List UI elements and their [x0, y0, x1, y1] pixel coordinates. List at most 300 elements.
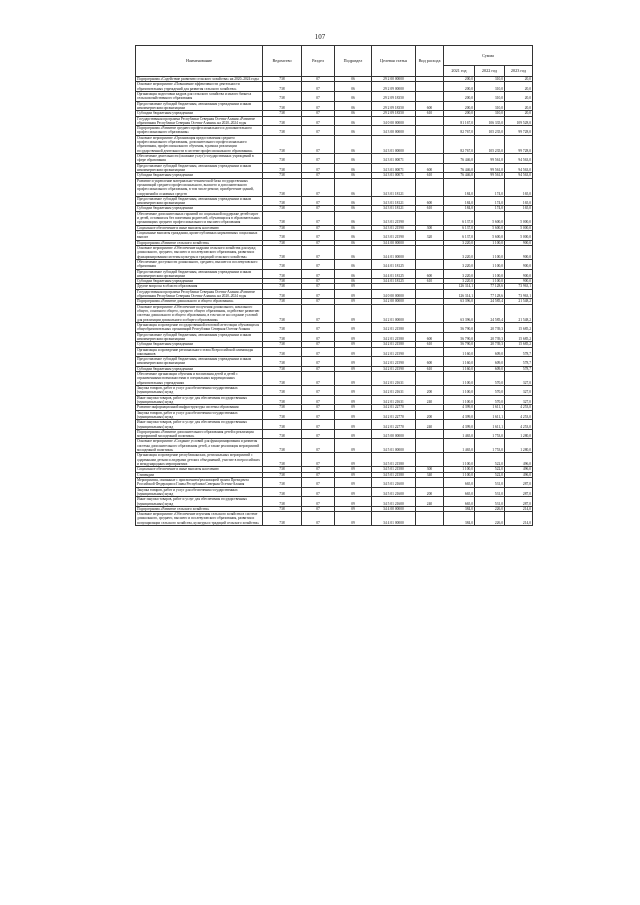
- row-subsection: 06: [335, 259, 372, 269]
- row-subsection: 09: [335, 366, 372, 371]
- row-sum-2021: 665,0: [444, 477, 475, 487]
- row-name: Стипендии: [136, 472, 263, 477]
- row-name: Социальные выплаты гражданам, кроме публичных нормативных социальных выплат: [136, 231, 263, 241]
- row-subsection: 06: [335, 211, 372, 225]
- row-target-article: 34 4 01 00000: [372, 245, 416, 259]
- row-admin: 738: [263, 477, 302, 487]
- row-sum-2022: 106 335,0: [475, 116, 505, 126]
- row-sum-2023: 4 253,0: [505, 410, 533, 420]
- row-section: 07: [302, 405, 335, 410]
- row-sum-2023: 327,0: [505, 395, 533, 405]
- row-section: 07: [302, 487, 335, 497]
- row-sum-2022: 522,0: [475, 453, 505, 467]
- row-subsection: 06: [335, 178, 372, 196]
- row-sum-2021: 384,0: [444, 506, 475, 511]
- row-sum-2022: 1 753,0: [475, 439, 505, 453]
- row-name: Организация и проведение республиканских, региональных мероприятий с одаренными детьми и лидерами детских объединений, участие в всероссийских и международных мероприятиях: [136, 453, 263, 467]
- row-expense-type: [416, 477, 444, 487]
- row-sum-2023: 99 728,0: [505, 135, 533, 153]
- row-admin: 738: [263, 357, 302, 367]
- row-expense-type: [416, 211, 444, 225]
- row-name: Предоставление субсидий бюджетным, автономным учреждениям и иным некоммерческим организациям: [136, 101, 263, 111]
- row-subsection: 09: [335, 299, 372, 304]
- row-target-article: 34 4 00 00000: [372, 506, 416, 511]
- row-expense-type: 340: [416, 472, 444, 477]
- row-sum-2022: 1 100,0: [475, 279, 505, 284]
- row-sum-2023: 5 000,0: [505, 211, 533, 225]
- row-sum-2022: 174,0: [475, 196, 505, 206]
- row-subsection: 06: [335, 77, 372, 82]
- row-sum-2022: 609,0: [475, 366, 505, 371]
- row-section: 07: [302, 477, 335, 487]
- row-subsection: 06: [335, 111, 372, 116]
- table-row: [136, 420, 533, 430]
- row-sum-2021: 184,0: [444, 206, 475, 211]
- row-subsection: 06: [335, 163, 372, 173]
- row-expense-type: [416, 429, 444, 439]
- table-row: [136, 429, 533, 439]
- row-expense-type: 300: [416, 225, 444, 230]
- row-name: Социальное обеспечение и иные выплаты населению: [136, 467, 263, 472]
- table-row: [136, 245, 533, 259]
- header-year-2021: 2021 год: [444, 66, 475, 77]
- row-expense-type: 240: [416, 420, 444, 430]
- row-subsection: 09: [335, 439, 372, 453]
- row-sum-2023: 214,0: [505, 512, 533, 526]
- header-admin: Ведомство: [263, 46, 302, 77]
- row-section: 07: [302, 299, 335, 304]
- row-target-article: 34 4 01 18125: [372, 259, 416, 269]
- row-section: 07: [302, 91, 335, 101]
- row-name: Основное мероприятие «Создание условий для функционирования и развития системы дополнительного образования детей, а также реализация мероприятий молодежной политики»: [136, 439, 263, 453]
- row-admin: 738: [263, 410, 302, 420]
- row-name: Субсидии бюджетным учреждениям: [136, 173, 263, 178]
- row-expense-type: 610: [416, 111, 444, 116]
- row-target-article: 34 0 00 00000: [372, 289, 416, 299]
- row-section: 07: [302, 111, 335, 116]
- row-target-article: 34 2 01 00000: [372, 304, 416, 322]
- row-admin: 738: [263, 497, 302, 507]
- row-sum-2021: 1 100,0: [444, 372, 475, 386]
- row-name: Государственная программа Республики Северная Осетия-Алания «Развитие образования Республики Северная Осетия-Алания» на 2020–2024 годы: [136, 289, 263, 299]
- row-sum-2022: 531,0: [475, 497, 505, 507]
- row-target-article: 34 0 00 00000: [372, 116, 416, 126]
- row-sum-2021: 56 790,0: [444, 322, 475, 332]
- row-admin: 738: [263, 386, 302, 396]
- row-admin: 738: [263, 163, 302, 173]
- row-sum-2021: 4 399,0: [444, 410, 475, 420]
- row-target-article: 34 5 01 21600: [372, 477, 416, 487]
- row-target-article: 34 2 01 21580: [372, 342, 416, 347]
- row-sum-2021: 200,0: [444, 111, 475, 116]
- row-sum-2022: 5 600,0: [475, 211, 505, 225]
- table-row: [136, 231, 533, 241]
- row-sum-2023: 214,0: [505, 506, 533, 511]
- row-name: Организация и проведение регионального этапа Всероссийской олимпиады школьников: [136, 347, 263, 357]
- row-section: 07: [302, 410, 335, 420]
- row-admin: 738: [263, 206, 302, 211]
- row-expense-type: 610: [416, 279, 444, 284]
- row-subsection: 06: [335, 269, 372, 279]
- row-sum-2022: 570,0: [475, 386, 505, 396]
- row-sum-2021: 665,0: [444, 497, 475, 507]
- row-target-article: 29 2 09 18350: [372, 91, 416, 101]
- table-row: [136, 439, 533, 453]
- row-target-article: 34 2 01 22770: [372, 420, 416, 430]
- row-expense-type: [416, 126, 444, 136]
- row-sum-2021: 200,0: [444, 101, 475, 111]
- row-section: 07: [302, 126, 335, 136]
- row-sum-2023: 20,0: [505, 111, 533, 116]
- row-subsection: 09: [335, 289, 372, 299]
- table-row: [136, 410, 533, 420]
- row-sum-2023: 287,0: [505, 487, 533, 497]
- row-section: 07: [302, 386, 335, 396]
- row-subsection: 09: [335, 497, 372, 507]
- row-subsection: 09: [335, 322, 372, 332]
- row-expense-type: 600: [416, 196, 444, 206]
- row-name: Социальное обеспечение и иные выплаты населению: [136, 225, 263, 230]
- row-sum-2021: 665,0: [444, 487, 475, 497]
- row-target-article: 34 2 01 21631: [372, 372, 416, 386]
- header-name: Наименование: [136, 46, 263, 77]
- row-name: Закупка товаров, работ и услуг для обеспечения государственных (муниципальных) нужд: [136, 410, 263, 420]
- row-sum-2023: 165,0: [505, 206, 533, 211]
- row-sum-2022: 99 561,0: [475, 173, 505, 178]
- row-target-article: 34 2 01 21631: [372, 395, 416, 405]
- row-name: Предоставление субсидий бюджетным, автономным учреждениям и иным некоммерческим организациям: [136, 163, 263, 173]
- row-sum-2023: 15 685,2: [505, 332, 533, 342]
- row-section: 07: [302, 289, 335, 299]
- row-expense-type: 610: [416, 366, 444, 371]
- row-target-article: 34 3 01 21590: [372, 225, 416, 230]
- table-row: [136, 101, 533, 111]
- row-subsection: 09: [335, 304, 372, 322]
- row-sum-2023: 1 280,0: [505, 429, 533, 439]
- row-subsection: 06: [335, 101, 372, 111]
- row-target-article: 34 3 01 21590: [372, 211, 416, 225]
- table-row: [136, 304, 533, 322]
- row-name: Организация и проведение государственной итоговой аттестации обучающихся общеобразовательных организаций Республики Северная Осетия-Алания: [136, 322, 263, 332]
- row-subsection: 09: [335, 395, 372, 405]
- table-row: [136, 386, 533, 396]
- row-admin: 738: [263, 111, 302, 116]
- row-sum-2021: 6 137,0: [444, 225, 475, 230]
- row-sum-2021: 81 167,0: [444, 116, 475, 126]
- row-sum-2021: 3 220,0: [444, 259, 475, 269]
- row-section: 07: [302, 116, 335, 126]
- row-section: 07: [302, 82, 335, 92]
- row-sum-2022: 1 100,0: [475, 245, 505, 259]
- row-name: Предоставление субсидий бюджетным, автономным учреждениям и иным некоммерческим организациям: [136, 196, 263, 206]
- row-sum-2022: 77 128,6: [475, 284, 505, 289]
- row-sum-2023: 15 685,2: [505, 342, 533, 347]
- row-sum-2023: 109 528,0: [505, 116, 533, 126]
- row-sum-2021: 3 220,0: [444, 269, 475, 279]
- row-subsection: 09: [335, 420, 372, 430]
- row-admin: 738: [263, 269, 302, 279]
- row-sum-2021: 6 137,0: [444, 211, 475, 225]
- row-name: Подпрограмма «Содействие развитию сельского хозяйства» на 2020–2024 годы: [136, 77, 263, 82]
- row-sum-2023: 1 280,0: [505, 439, 533, 453]
- row-subsection: 06: [335, 231, 372, 241]
- row-target-article: 34 5 01 21580: [372, 467, 416, 472]
- row-sum-2023: 15 685,2: [505, 322, 533, 332]
- table-row: [136, 211, 533, 225]
- table-row: [136, 154, 533, 164]
- row-admin: 738: [263, 347, 302, 357]
- row-admin: 738: [263, 372, 302, 386]
- table-row: [136, 259, 533, 269]
- row-sum-2022: 531,0: [475, 487, 505, 497]
- row-sum-2022: 20 739,3: [475, 322, 505, 332]
- row-subsection: 09: [335, 512, 372, 526]
- row-target-article: 34 5 01 21580: [372, 472, 416, 477]
- row-target-article: 34 2 01 21580: [372, 322, 416, 332]
- row-sum-2022: 609,0: [475, 357, 505, 367]
- row-admin: 738: [263, 332, 302, 342]
- budget-table: [135, 45, 533, 526]
- row-target-article: 34 2 01 21590: [372, 357, 416, 367]
- row-name: Другие вопросы в области образования: [136, 284, 263, 289]
- row-target-article: 34 3 01 21590: [372, 231, 416, 241]
- row-sum-2023: 327,0: [505, 372, 533, 386]
- row-sum-2021: 200,0: [444, 77, 475, 82]
- row-name: Иные закупки товаров, работ и услуг для обеспечения государственных (муниципальных) нужд: [136, 497, 263, 507]
- row-target-article: 34 3 01 00071: [372, 154, 416, 164]
- row-sum-2021: 1 465,0: [444, 429, 475, 439]
- row-sum-2022: 5 600,0: [475, 225, 505, 230]
- row-admin: 738: [263, 126, 302, 136]
- row-sum-2021: 1 465,0: [444, 439, 475, 453]
- row-expense-type: 320: [416, 231, 444, 241]
- row-target-article: 34 2 01 22770: [372, 410, 416, 420]
- row-expense-type: 300: [416, 467, 444, 472]
- row-name: Субсидии бюджетным учреждениям: [136, 111, 263, 116]
- row-name: Подпрограмма «Развитие сельского хозяйства»: [136, 506, 263, 511]
- row-sum-2022: 1 611,1: [475, 410, 505, 420]
- row-subsection: 06: [335, 245, 372, 259]
- row-section: 07: [302, 429, 335, 439]
- row-sum-2023: 20,0: [505, 82, 533, 92]
- row-subsection: 09: [335, 405, 372, 410]
- row-section: 07: [302, 269, 335, 279]
- row-admin: 738: [263, 512, 302, 526]
- row-target-article: 34 4 01 18125: [372, 279, 416, 284]
- row-target-article: 34 3 01 18121: [372, 178, 416, 196]
- row-subsection: 09: [335, 386, 372, 396]
- table-body: [136, 77, 533, 526]
- row-sum-2022: 570,0: [475, 372, 505, 386]
- row-name: Подпрограмма «Развитие дошкольного и общего образования»: [136, 299, 263, 304]
- row-expense-type: [416, 512, 444, 526]
- row-name: Закупка товаров, работ и услуг для обеспечения государственных (муниципальных) нужд: [136, 386, 263, 396]
- header-sum: Сумма: [444, 46, 533, 66]
- row-sum-2022: 20 739,3: [475, 342, 505, 347]
- row-sum-2022: 99 561,0: [475, 154, 505, 164]
- row-sum-2021: 4 399,0: [444, 405, 475, 410]
- row-sum-2022: 105 235,0: [475, 135, 505, 153]
- row-sum-2022: 1 100,0: [475, 259, 505, 269]
- row-subsection: 09: [335, 467, 372, 472]
- row-target-article: 34 3 00 00000: [372, 126, 416, 136]
- row-section: 07: [302, 284, 335, 289]
- header-subsection: Подраздел: [335, 46, 372, 77]
- row-section: 07: [302, 395, 335, 405]
- row-sum-2022: 174,0: [475, 206, 505, 211]
- table-row: [136, 477, 533, 487]
- row-sum-2023: 900,0: [505, 245, 533, 259]
- row-sum-2023: 496,0: [505, 472, 533, 477]
- row-name: Обеспечение дополнительных гарантий по социальной поддержке детей-сирот и детей, оставшихся без попечения родителей, обучающихся в образовательных организациях среднего профессионального и высшего образования: [136, 211, 263, 225]
- row-admin: 738: [263, 395, 302, 405]
- row-sum-2023: 900,0: [505, 279, 533, 284]
- row-name: Развитие информационной инфраструктуры системы образования: [136, 405, 263, 410]
- row-section: 07: [302, 512, 335, 526]
- row-sum-2023: 94 563,0: [505, 173, 533, 178]
- row-section: 07: [302, 279, 335, 284]
- row-sum-2023: 900,0: [505, 259, 533, 269]
- row-section: 07: [302, 420, 335, 430]
- row-target-article: 34 2 01 21590: [372, 366, 416, 371]
- row-sum-2023: 578,7: [505, 347, 533, 357]
- table-row: [136, 116, 533, 126]
- row-sum-2023: 4 253,0: [505, 420, 533, 430]
- table-row: [136, 91, 533, 101]
- row-subsection: 06: [335, 206, 372, 211]
- row-admin: 738: [263, 289, 302, 299]
- row-subsection: 09: [335, 357, 372, 367]
- row-sum-2023: 496,0: [505, 467, 533, 472]
- row-section: 07: [302, 154, 335, 164]
- row-target-article: 29 2 09 18350: [372, 101, 416, 111]
- row-expense-type: [416, 91, 444, 101]
- row-section: 07: [302, 231, 335, 241]
- table-row: [136, 395, 533, 405]
- row-name: Основное мероприятие «Обеспечение получения дошкольного, начального общего, основного общего, среднего общего образования, содействие развитию системы дошкольного и общего образования, в том числе на создание условий для реализации дошкольного и общего образования»: [136, 304, 263, 322]
- table-row: [136, 512, 533, 526]
- row-section: 07: [302, 497, 335, 507]
- row-name: Субсидии бюджетным учреждениям: [136, 279, 263, 284]
- row-name: Закупка товаров, работ и услуг для обеспечения государственных (муниципальных) нужд: [136, 487, 263, 497]
- row-section: 07: [302, 211, 335, 225]
- row-target-article: 34 2 01 21580: [372, 332, 416, 342]
- row-target-article: 34 3 01 00071: [372, 173, 416, 178]
- row-subsection: 06: [335, 135, 372, 153]
- row-name: Подпрограмма «Развитие среднего профессионального и дополнительного профессионального образования»: [136, 126, 263, 136]
- row-name: Субсидии бюджетным учреждениям: [136, 206, 263, 211]
- row-admin: 738: [263, 211, 302, 225]
- row-subsection: 06: [335, 116, 372, 126]
- page-number: 107: [314, 33, 326, 41]
- row-name: Основное мероприятие «Организация предоставления среднего профессионального образования, дополнительного профессионального образования, профессионального обучения, в рамках реализации государственной деятельности в системе профессионального образования»: [136, 135, 263, 153]
- row-expense-type: 610: [416, 342, 444, 347]
- row-section: 07: [302, 196, 335, 206]
- row-subsection: 06: [335, 126, 372, 136]
- row-admin: 738: [263, 225, 302, 230]
- row-sum-2022: 24 585,4: [475, 304, 505, 322]
- table-row: [136, 497, 533, 507]
- row-target-article: 34 5 01 21580: [372, 453, 416, 467]
- row-section: 07: [302, 304, 335, 322]
- row-sum-2023: 327,0: [505, 386, 533, 396]
- row-admin: 738: [263, 173, 302, 178]
- row-sum-2021: 1 100,0: [444, 386, 475, 396]
- row-sum-2021: 384,0: [444, 512, 475, 526]
- row-sum-2022: 226,0: [475, 506, 505, 511]
- row-sum-2023: 578,7: [505, 366, 533, 371]
- table-row: [136, 357, 533, 367]
- row-expense-type: 600: [416, 357, 444, 367]
- row-expense-type: 200: [416, 410, 444, 420]
- table-row: [136, 82, 533, 92]
- row-name: Предоставление субсидий бюджетным, автономным учреждениям и иным некоммерческим организациям: [136, 269, 263, 279]
- row-subsection: 09: [335, 429, 372, 439]
- row-admin: 738: [263, 101, 302, 111]
- row-sum-2021: 6 137,0: [444, 231, 475, 241]
- table-row: [136, 196, 533, 206]
- row-section: 07: [302, 259, 335, 269]
- table-row: [136, 163, 533, 173]
- row-expense-type: 600: [416, 332, 444, 342]
- row-target-article: 34 3 01 00071: [372, 163, 416, 173]
- row-sum-2023: 5 000,0: [505, 225, 533, 230]
- row-expense-type: [416, 372, 444, 386]
- row-name: Основное мероприятие «Повышение эффективности деятельности образовательных учреждений для развития сельского хозяйства»: [136, 82, 263, 92]
- row-sum-2021: 200,0: [444, 91, 475, 101]
- row-sum-2022: 99 561,0: [475, 163, 505, 173]
- row-sum-2023: 73 963,1: [505, 289, 533, 299]
- row-subsection: 06: [335, 279, 372, 284]
- row-sum-2022: 20 739,3: [475, 332, 505, 342]
- row-admin: 738: [263, 82, 302, 92]
- header-target-article: Целевая статья: [372, 46, 416, 77]
- row-name: Обеспечение доступности дошкольного, среднего, высшего и послевузовского образования: [136, 259, 263, 269]
- row-sum-2023: 99 728,0: [505, 126, 533, 136]
- table-row: [136, 126, 533, 136]
- row-sum-2022: 1 100,0: [475, 240, 505, 245]
- row-sum-2021: 63 396,0: [444, 304, 475, 322]
- row-name: Предоставление субсидий бюджетным, автономным учреждениям и иным некоммерческим организациям: [136, 357, 263, 367]
- row-sum-2022: 310,0: [475, 91, 505, 101]
- row-sum-2021: 1 160,0: [444, 347, 475, 357]
- row-expense-type: [416, 304, 444, 322]
- row-sum-2021: 126 314,1: [444, 284, 475, 289]
- header-year-2022: 2022 год: [475, 66, 505, 77]
- row-expense-type: 200: [416, 487, 444, 497]
- row-expense-type: [416, 154, 444, 164]
- row-name: Субсидии бюджетным учреждениям: [136, 342, 263, 347]
- table-row: [136, 322, 533, 332]
- row-admin: 738: [263, 299, 302, 304]
- table-row: [136, 178, 533, 196]
- row-target-article: 34 4 00 00000: [372, 240, 416, 245]
- row-admin: 738: [263, 91, 302, 101]
- row-sum-2022: 174,0: [475, 178, 505, 196]
- row-expense-type: 610: [416, 206, 444, 211]
- row-admin: 738: [263, 196, 302, 206]
- row-sum-2021: 4 399,0: [444, 420, 475, 430]
- row-subsection: 09: [335, 372, 372, 386]
- row-section: 07: [302, 173, 335, 178]
- row-sum-2022: 1 611,1: [475, 405, 505, 410]
- table-row: [136, 347, 533, 357]
- row-admin: 738: [263, 116, 302, 126]
- row-sum-2022: 1 753,0: [475, 429, 505, 439]
- row-expense-type: [416, 116, 444, 126]
- row-name: Иные закупки товаров, работ и услуг для обеспечения государственных (муниципальных) нужд: [136, 395, 263, 405]
- row-expense-type: 200: [416, 386, 444, 396]
